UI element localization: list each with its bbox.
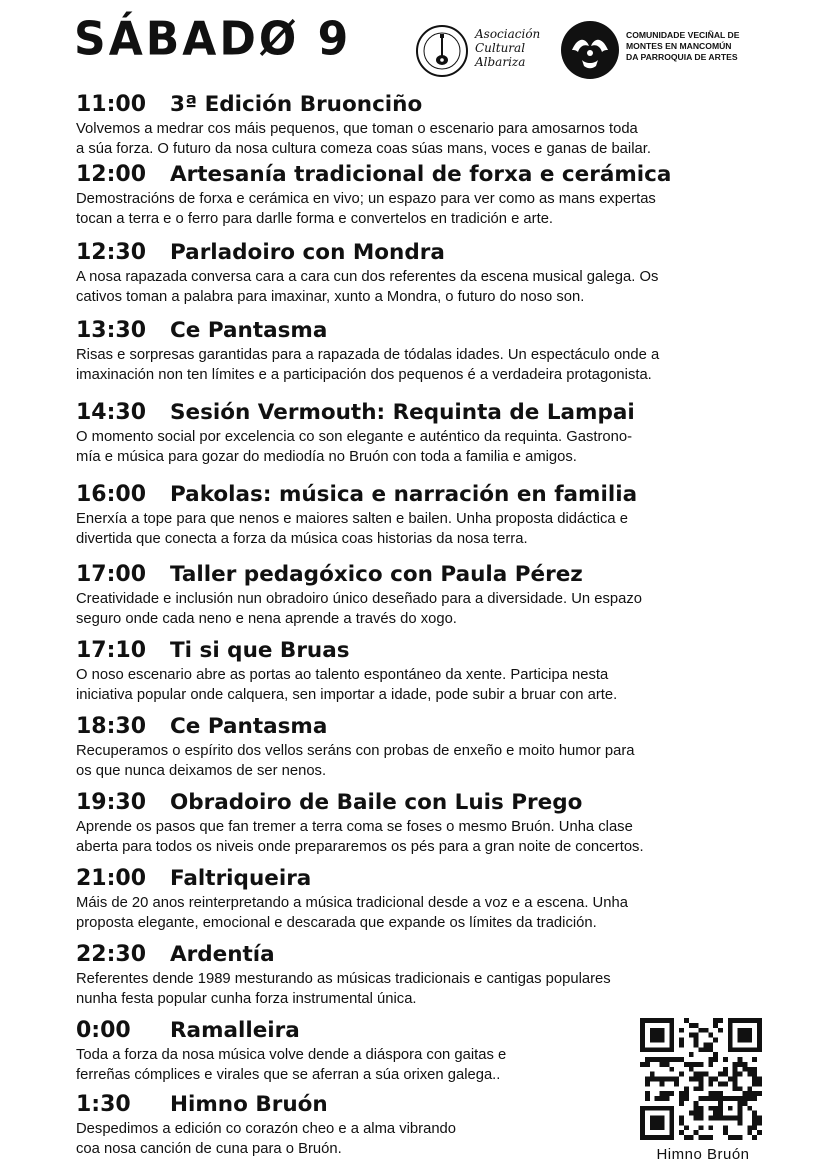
event-time: 22:30 [76, 942, 147, 967]
event-header [76, 866, 756, 896]
event-title: 3ª Edición Bruonciño [170, 92, 423, 117]
event-item [76, 790, 756, 857]
event-description-line: A nosa rapazada conversa cara a cara cun dos referentes da escena musical galega. Os [76, 269, 659, 285]
event-item [76, 92, 756, 159]
event-description [76, 665, 756, 705]
event-title: Ce Pantasma [170, 318, 328, 343]
event-item [76, 866, 756, 933]
event-description [76, 509, 756, 549]
event-description [76, 589, 756, 629]
event-description-line: iniciativa popular onde calquera, sen importar a idade, pode subir a bruar con arte. [76, 687, 618, 703]
event-description-line: O noso escenario abre as portas ao talento espontáneo da xente. Participa nesta [76, 667, 609, 683]
event-description-line: Aprende os pasos que fan tremer a terra coma se foses o mesmo Bruón. Unha clase [76, 819, 633, 835]
event-time: 13:30 [76, 318, 147, 343]
event-description-line: seguro onde cada neno e nena aprende a través do xogo. [76, 611, 457, 627]
event-time: 19:30 [76, 790, 147, 815]
event-item [76, 638, 756, 705]
event-description-line: imaxinación non ten límites e a participación dos pequenos é a verdadeira protagonista. [76, 367, 652, 383]
event-title: Ce Pantasma [170, 714, 328, 739]
event-title: Ti si que Bruas [170, 638, 350, 663]
event-item [76, 162, 756, 229]
qr-block [640, 1018, 766, 1163]
event-description-line: O momento social por excelencia co son elegante e auténtico da requinta. Gastrono- [76, 429, 633, 445]
event-time: 18:30 [76, 714, 147, 739]
event-description-line: divertida que conecta a forza da música coas historias da nosa terra. [76, 531, 528, 547]
event-description-line: a súa forza. O futuro da nosa cultura comeza coas súas mans, voces e ganas de bailar. [76, 141, 651, 157]
event-header [76, 942, 756, 972]
event-description-line: ferreñas cómplices e virales que se aferran a súa orixen galega.. [76, 1067, 501, 1083]
event-description-line: tocan a terra e o ferro para darlle forma e convertelos en tradición e arte. [76, 211, 554, 227]
event-time: 14:30 [76, 400, 147, 425]
event-header [76, 790, 756, 820]
event-description [76, 741, 756, 781]
event-description-line: Demostracións de forxa e cerámica en vivo; un espazo para ver como as mans expertas [76, 191, 656, 207]
event-header [76, 714, 756, 744]
event-title: Ramalleira [170, 1018, 300, 1043]
event-item [76, 240, 756, 307]
logo-left-text: Asociación Cultural Albariza [475, 27, 541, 69]
event-description-line: coa nosa canción de cuna para o Bruón. [76, 1141, 342, 1157]
event-title: Faltriqueira [170, 866, 312, 891]
event-description-line: aberta para todos os niveis onde prepararemos os pés para a gran noite de concertos. [76, 839, 644, 855]
event-time: 21:00 [76, 866, 147, 891]
event-description-line: os que nunca deixamos de ser nenos. [76, 763, 327, 779]
event-header [76, 638, 756, 668]
event-description-line: Creatividade e inclusión nun obradoiro único deseñado para a diversidade. Un espazo [76, 591, 642, 607]
event-title: Ardentía [170, 942, 275, 967]
event-description [76, 893, 756, 933]
event-header [76, 482, 756, 512]
event-item [76, 942, 756, 1009]
event-title: Pakolas: música e narración en familia [170, 482, 638, 507]
event-time: 11:00 [76, 92, 147, 117]
event-header [76, 318, 756, 348]
event-item [76, 400, 756, 467]
event-title: Taller pedagóxico con Paula Pérez [170, 562, 583, 587]
event-description [76, 267, 756, 307]
day-title: SÁBADØ 9 [74, 12, 352, 67]
event-description-line: cativos toman a palabra para imaxinar, xunto a Mondra, o futuro do noso son. [76, 289, 585, 305]
event-time: 17:10 [76, 638, 147, 663]
qr-caption: Himno Bruón [656, 1146, 750, 1163]
dove-emblem-icon [560, 20, 620, 80]
event-item [76, 482, 756, 549]
event-item [76, 714, 756, 781]
event-description-line: Enerxía a tope para que nenos e maiores salten e bailen. Unha proposta didáctica e [76, 511, 628, 527]
event-title: Obradoiro de Baile con Luis Prego [170, 790, 583, 815]
event-time: 12:00 [76, 162, 147, 187]
event-time: 16:00 [76, 482, 147, 507]
event-header [76, 162, 756, 192]
event-description-line: nunha festa popular cunha forza instrumental única. [76, 991, 417, 1007]
event-description-line: mía e música para gozar do mediodía no Bruón con toda a familia e amigos. [76, 449, 577, 465]
event-item [76, 318, 756, 385]
event-item [76, 562, 756, 629]
event-time: 0:00 [76, 1018, 131, 1043]
event-description-line: Recuperamos o espírito dos vellos seráns con probas de enxeño e moito humor para [76, 743, 635, 759]
event-description [76, 427, 756, 467]
event-description-line: Máis de 20 anos reinterpretando a música tradicional desde a voz e a escena. Unha [76, 895, 628, 911]
event-description-line: Volvemos a medrar cos máis pequenos, que toman o escenario para amosarnos toda [76, 121, 638, 137]
guitar-seal-icon [415, 24, 469, 78]
event-description-line: Risas e sorpresas garantidas para a rapazada de tódalas idades. Un espectáculo onde a [76, 347, 660, 363]
event-header [76, 92, 756, 122]
event-description-line: Despedimos a edición co corazón cheo e a alma vibrando [76, 1121, 457, 1137]
event-description [76, 817, 756, 857]
event-time: 1:30 [76, 1092, 131, 1117]
page-header [0, 0, 820, 92]
event-description [76, 119, 756, 159]
event-header [76, 400, 756, 430]
event-title: Artesanía tradicional de forxa e cerámica [170, 162, 672, 187]
event-header [76, 562, 756, 592]
event-description-line: Toda a forza da nosa música volve dende a diáspora con gaitas e [76, 1047, 507, 1063]
event-description [76, 189, 756, 229]
qr-code-icon[interactable] [640, 1018, 762, 1140]
event-header [76, 240, 756, 270]
event-title: Parladoiro con Mondra [170, 240, 445, 265]
event-title: Sesión Vermouth: Requinta de Lampai [170, 400, 635, 425]
event-time: 12:30 [76, 240, 147, 265]
logo-right-text: COMUNIDADE VECIÑAL DE MONTES EN MANCOMÚN DA PARROQUIA DE ARTES [626, 30, 740, 62]
event-time: 17:00 [76, 562, 147, 587]
event-description-line: Referentes dende 1989 mesturando as músicas tradicionais e cantigas populares [76, 971, 611, 987]
event-title: Himno Bruón [170, 1092, 328, 1117]
event-description-line: proposta elegante, emocional e descarada que expande os límites da tradición. [76, 915, 597, 931]
event-description [76, 969, 756, 1009]
event-description [76, 345, 756, 385]
